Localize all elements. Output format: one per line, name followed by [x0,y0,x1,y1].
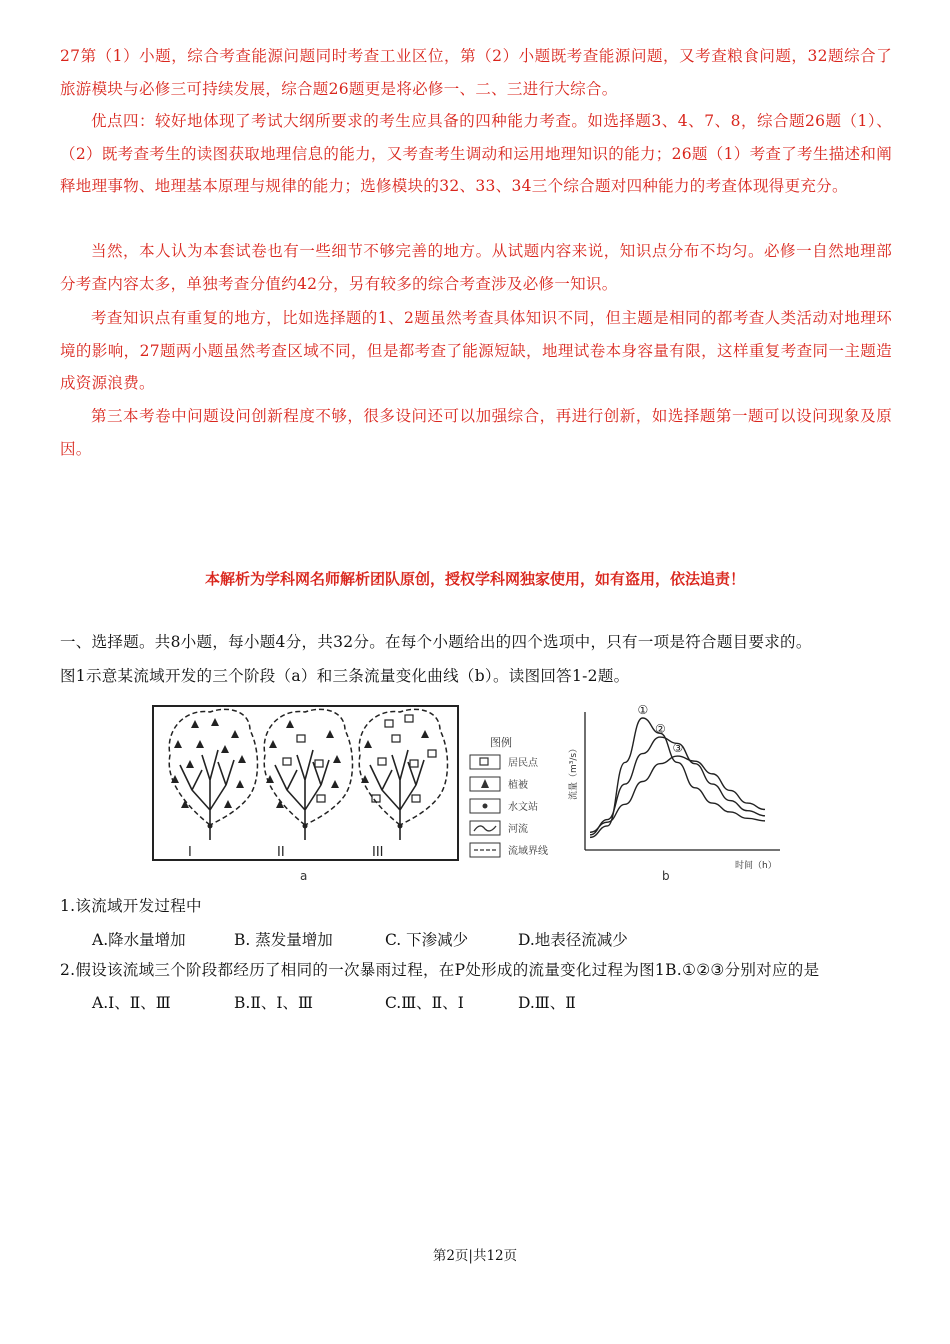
curve-label-3: ③ [672,741,684,756]
question-2-option-d[interactable]: D.Ⅲ、Ⅱ [518,994,576,1012]
analysis-paragraph-5: 第三本考卷中问题设问创新程度不够，很多设问还可以加强综合，再进行创新，如选择题第一题可以设问现象及原因。 [60,407,892,458]
analysis-paragraph-3: 当然，本人认为本套试卷也有一些细节不够完善的地方。从试题内容来说，知识点分布不均匀。必修一自然地理部分考查内容太多，单独考查分值约42分，另有较多的综合考查涉及必修一知识。 [60,242,892,293]
question-1-option-a[interactable]: A.降水量增加 [92,931,186,949]
legend-item-basin-boundary: 流域界线 [508,846,548,857]
figure-1 [150,700,790,890]
figure-legend [470,735,548,857]
y-axis-label: 流量（m³/s） [569,743,579,800]
analysis-paragraph-4: 考查知识点有重复的地方，比如选择题的1、2题虽然考查具体知识不同，但主题是相同的都考查人类活动对地理环境的影响，27题两小题虽然考查区域不同，但是都考查了能源短缺，地理试卷本身容量有限，这样重复考查同一主题造成资源浪费。 [60,309,892,392]
stage-1-label: I [188,845,192,860]
figure-b-caption: b [662,869,670,883]
legend-item-river: 河流 [508,824,528,835]
question-1-stem: 1.该流域开发过程中 [60,897,202,915]
legend-title: 图例 [490,736,512,749]
section-heading: 一、选择题。共8小题，每小题4分，共32分。在每个小题给出的四个选项中，只有一项是符合题目要求的。 [60,633,812,651]
basin-stage-2 [264,709,352,860]
question-2-stem: 2.假设该流域三个阶段都经历了相同的一次暴雨过程，在P处形成的流量变化过程为图1B.①②③分别对应的是 [60,961,820,979]
flow-curve-1 [590,718,765,837]
stage-3-label: III [372,845,384,860]
analysis-paragraph-1: 27第（1）小题，综合考查能源问题同时考查工业区位，第（2）小题既考查能源问题，又考查粮食问题，32题综合了旅游模块与必修三可持续发展，综合题26题更是将必修一、二、三进行大综合。 [60,47,892,98]
stage-2-label: II [277,845,285,860]
legend-item-vegetation: 植被 [508,780,528,791]
question-1-option-b[interactable]: B. 蒸发量增加 [234,931,333,949]
page-footer: 第2页|共12页 [432,1248,518,1264]
figure-a-caption: a [300,869,308,883]
question-2-option-c[interactable]: C.Ⅲ、Ⅱ、Ⅰ [385,994,464,1012]
basin-stage-1 [169,709,257,860]
copyright-notice: 本解析为学科网名师解析团队原创，授权学科网独家使用，如有盗用，依法追责！ [204,570,745,588]
flow-chart [567,703,780,883]
curve-label-2: ② [655,722,666,737]
question-2-option-a[interactable]: A.Ⅰ、Ⅱ、Ⅲ [92,994,171,1012]
question-intro: 图1示意某流域开发的三个阶段（a）和三条流量变化曲线（b）。读图回答1-2题。 [60,667,630,685]
legend-item-settlement: 居民点 [508,758,538,769]
legend-item-gauging-station: 水文站 [508,802,538,813]
curve-label-1: ① [637,703,649,717]
question-1-option-c[interactable]: C. 下渗减少 [385,931,469,949]
x-axis-label: 时间（h） [735,861,777,871]
basin-stage-3 [359,709,447,860]
question-2-option-b[interactable]: B.Ⅱ、Ⅰ、Ⅲ [234,994,313,1012]
analysis-paragraph-2: 优点四：较好地体现了考试大纲所要求的考生应具备的四种能力考查。如选择题3、4、7、8，综合题26题（1）、（2）既考查考生的读图获取地理信息的能力，又考查考生调动和运用地理知识的能力；26题（1）考查了考生描述和阐释地理事物、地理基本原理与规律的能力；选修模块的32、33、34三个综合题对四种能力的考查体现得更充分。 [60,112,892,195]
question-1-option-d[interactable]: D.地表径流减少 [518,931,628,949]
